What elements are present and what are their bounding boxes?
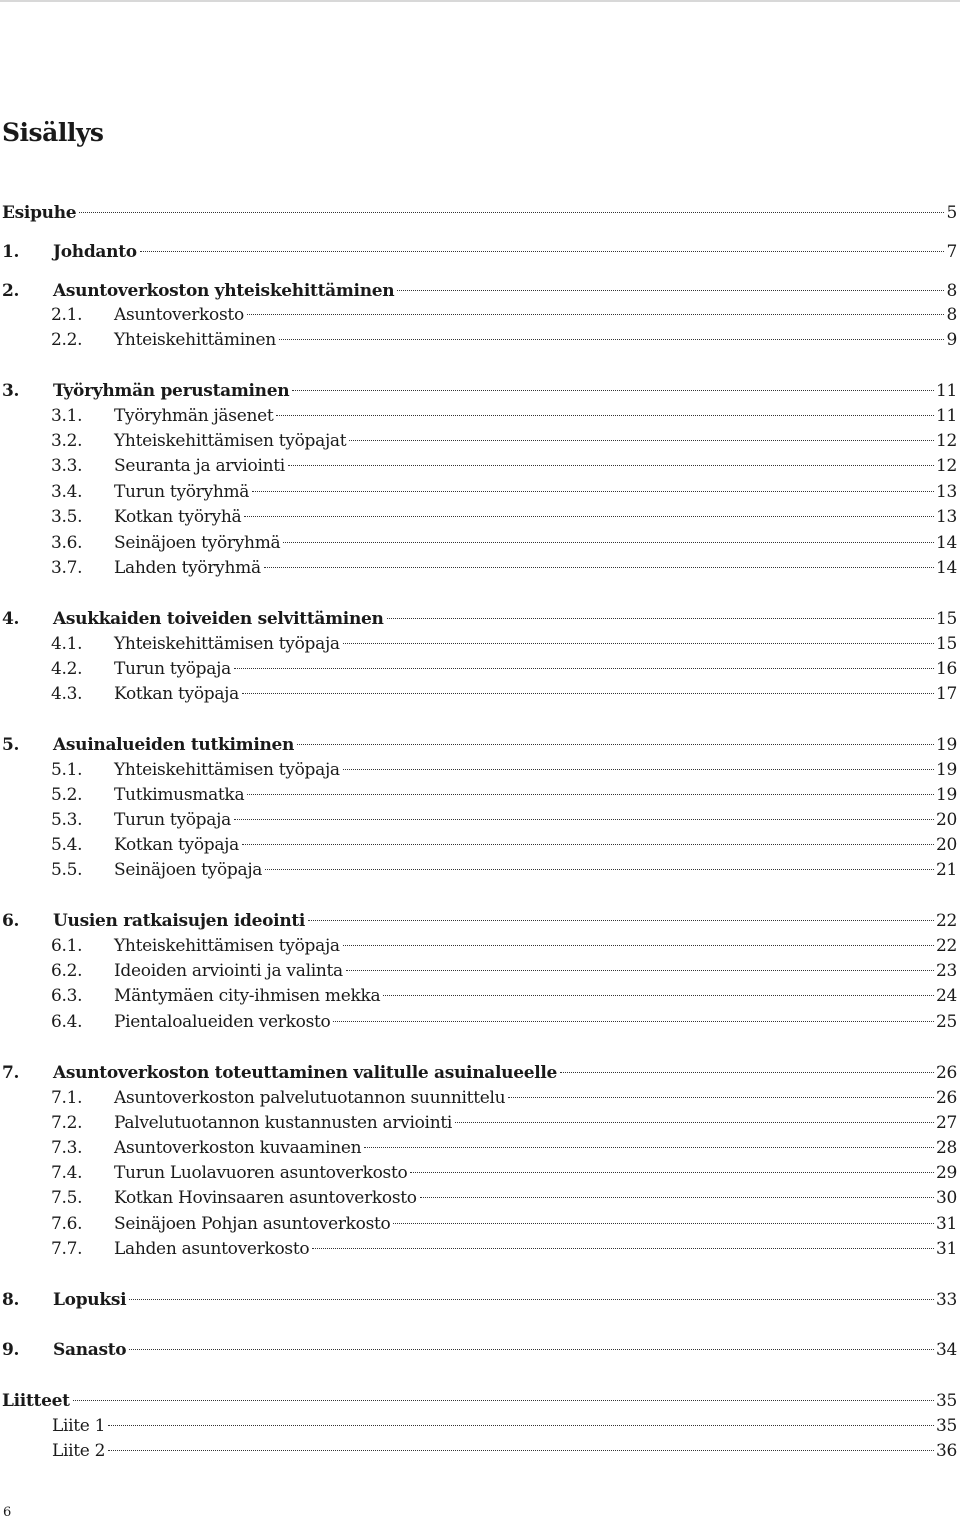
dot-leader — [244, 516, 934, 517]
toc-entry-page: 28 — [935, 1138, 957, 1158]
toc-entry-number: 4.1. — [51, 634, 83, 654]
toc-entry[interactable] — [51, 1186, 957, 1210]
toc-entry[interactable] — [52, 1439, 957, 1463]
dot-leader — [420, 1197, 934, 1198]
toc-entry-label: Kotkan työryhä — [114, 507, 242, 527]
toc-entry[interactable] — [51, 1237, 957, 1261]
dot-leader — [129, 1299, 934, 1300]
toc-entry[interactable] — [51, 480, 957, 504]
toc-entry-page: 34 — [935, 1340, 957, 1360]
toc-entry-page: 9 — [946, 330, 957, 350]
dot-leader — [308, 920, 934, 921]
toc-entry[interactable] — [2, 279, 957, 303]
toc-entry[interactable] — [52, 1414, 957, 1438]
toc-entry-label: Johdanto — [53, 242, 137, 262]
toc-entry-number: 3.6. — [51, 533, 83, 553]
toc-entry-page: 5 — [946, 203, 957, 223]
dot-leader — [108, 1450, 934, 1451]
toc-entry[interactable] — [51, 858, 957, 882]
toc-entry-number: 3.7. — [51, 558, 83, 578]
toc-entry-label: Kotkan työpaja — [114, 835, 239, 855]
toc-entry-number: 5. — [2, 735, 20, 755]
toc-entry[interactable] — [51, 454, 957, 478]
dot-leader — [234, 819, 934, 820]
toc-entry[interactable] — [2, 1061, 957, 1085]
toc-entry-number: 6.2. — [51, 961, 83, 981]
toc-entry[interactable] — [2, 733, 957, 757]
toc-entry-number: 7.7. — [51, 1239, 83, 1259]
toc-entry[interactable] — [51, 959, 957, 983]
toc-entry[interactable] — [51, 1111, 957, 1135]
toc-entry-page: 21 — [935, 860, 957, 880]
toc-entry-label: Asuntoverkosto — [114, 305, 244, 325]
dot-leader — [79, 212, 944, 213]
dot-leader — [387, 618, 934, 619]
toc-entry-number: 5.1. — [51, 760, 83, 780]
dot-leader — [383, 995, 934, 996]
toc-entry[interactable] — [51, 303, 957, 327]
toc-entry-number: 5.5. — [51, 860, 83, 880]
toc-entry-page: 26 — [935, 1063, 957, 1083]
dot-leader — [349, 440, 934, 441]
toc-entry-page: 29 — [935, 1163, 957, 1183]
toc-entry-page: 31 — [935, 1214, 957, 1234]
toc-entry-label: Seinäjoen työpaja — [114, 860, 263, 880]
toc-entry-page: 19 — [935, 760, 957, 780]
toc-entry-number: 6. — [2, 911, 20, 931]
dot-leader — [279, 339, 945, 340]
toc-entry-number: 4. — [2, 609, 20, 629]
dot-leader — [312, 1248, 934, 1249]
toc-entry-label: Lopuksi — [53, 1290, 127, 1310]
toc-entry-label: Turun työpaja — [114, 659, 231, 679]
toc-entry-label: Liitteet — [2, 1391, 70, 1411]
dot-leader — [292, 390, 934, 391]
toc-entry-number: 2.2. — [51, 330, 83, 350]
toc-entry-page: 35 — [935, 1416, 957, 1436]
toc-entry-number: 7. — [2, 1063, 20, 1083]
toc-entry[interactable] — [51, 1010, 957, 1034]
dot-leader — [264, 567, 934, 568]
toc-entry-page: 8 — [946, 305, 957, 325]
dot-leader — [455, 1122, 934, 1123]
dot-leader — [140, 251, 945, 252]
toc-entry-number: 2. — [2, 281, 20, 301]
toc-entry-number: 5.2. — [51, 785, 83, 805]
toc-entry[interactable] — [51, 934, 957, 958]
toc-entry[interactable] — [51, 833, 957, 857]
dot-leader — [346, 970, 934, 971]
toc-entry-page: 20 — [935, 835, 957, 855]
toc-entry-label: Lahden työryhmä — [114, 558, 261, 578]
toc-entry-number: 7.4. — [51, 1163, 83, 1183]
toc-entry-label: Asuinalueiden tutkiminen — [53, 735, 295, 755]
toc-entry-number: 3.4. — [51, 482, 83, 502]
toc-entry-number: 6.3. — [51, 986, 83, 1006]
page-title: Sisällys — [2, 118, 104, 147]
toc-entry-number: 7.5. — [51, 1188, 83, 1208]
dot-leader — [234, 668, 934, 669]
toc-entry-page: 27 — [935, 1113, 957, 1133]
toc-entry[interactable] — [51, 758, 957, 782]
toc-entry-label: Asuntoverkoston yhteiskehittäminen — [53, 281, 395, 301]
toc-entry-label: Turun työryhmä — [114, 482, 250, 502]
toc-entry-page: 22 — [935, 911, 957, 931]
toc-entry-page: 15 — [935, 634, 957, 654]
toc-entry-page: 11 — [935, 381, 957, 401]
toc-entry-label: Kotkan Hovinsaaren asuntoverkosto — [114, 1188, 417, 1208]
toc-entry-page: 20 — [935, 810, 957, 830]
toc-entry[interactable] — [2, 607, 957, 631]
toc-entry[interactable] — [51, 632, 957, 656]
dot-leader — [560, 1072, 934, 1073]
toc-entry-page: 17 — [935, 684, 957, 704]
toc-entry-label: Asuntoverkoston toteuttaminen valitulle asuinalueelle — [53, 1063, 558, 1083]
toc-entry-page: 12 — [935, 456, 957, 476]
toc-entry-label: Seinäjoen työryhmä — [114, 533, 281, 553]
toc-entry-page: 14 — [935, 558, 957, 578]
dot-leader — [393, 1223, 933, 1224]
page-number: 6 — [3, 1505, 12, 1520]
toc-entry[interactable] — [2, 379, 957, 403]
toc-entry-label: Lahden asuntoverkosto — [114, 1239, 310, 1259]
toc-entry-number: 9. — [2, 1340, 20, 1360]
dot-leader — [343, 769, 934, 770]
toc-entry-label: Tutkimusmatka — [114, 785, 245, 805]
toc-entry-page: 19 — [935, 785, 957, 805]
toc-entry-page: 24 — [935, 986, 957, 1006]
toc-entry-number: 3.2. — [51, 431, 83, 451]
toc-entry[interactable] — [2, 1288, 957, 1312]
toc-entry-label: Työryhmän perustaminen — [53, 381, 290, 401]
dot-leader — [343, 945, 934, 946]
dot-leader — [288, 465, 934, 466]
toc-entry[interactable] — [51, 429, 957, 453]
toc-entry-page: 35 — [935, 1391, 957, 1411]
toc-entry-page: 23 — [935, 961, 957, 981]
toc-entry[interactable] — [2, 1338, 957, 1362]
toc-entry-page: 33 — [935, 1290, 957, 1310]
toc-entry-label: Yhteiskehittämisen työpaja — [114, 634, 340, 654]
toc-entry-page: 11 — [935, 406, 957, 426]
toc-entry-label: Liite 1 — [52, 1416, 106, 1436]
toc-entry[interactable] — [51, 984, 957, 1008]
toc-entry-page: 19 — [935, 735, 957, 755]
dot-leader — [108, 1425, 934, 1426]
toc-entry-label: Asukkaiden toiveiden selvittäminen — [53, 609, 384, 629]
toc-entry-page: 25 — [935, 1012, 957, 1032]
toc-entry-label: Työryhmän jäsenet — [114, 406, 274, 426]
toc-entry-page: 14 — [935, 533, 957, 553]
dot-leader — [397, 290, 944, 291]
toc-entry-label: Mäntymäen city-ihmisen mekka — [114, 986, 381, 1006]
dot-leader — [410, 1172, 934, 1173]
dot-leader — [364, 1147, 934, 1148]
dot-leader — [265, 869, 934, 870]
dot-leader — [247, 794, 934, 795]
dot-leader — [297, 744, 934, 745]
toc-entry-page: 13 — [935, 507, 957, 527]
toc-entry[interactable] — [2, 909, 957, 933]
toc-entry-number: 5.3. — [51, 810, 83, 830]
toc-entry-number: 4.2. — [51, 659, 83, 679]
toc-entry-label: Seinäjoen Pohjan asuntoverkosto — [114, 1214, 391, 1234]
toc-entry-number: 7.6. — [51, 1214, 83, 1234]
dot-leader — [343, 643, 934, 644]
toc-entry[interactable] — [51, 1086, 957, 1110]
toc-entry-label: Liite 2 — [52, 1441, 106, 1461]
toc-entry-number: 3.5. — [51, 507, 83, 527]
toc-entry-label: Palvelutuotannon kustannusten arviointi — [114, 1113, 453, 1133]
toc-entry-page: 13 — [935, 482, 957, 502]
toc-entry[interactable] — [51, 505, 957, 529]
toc-entry[interactable] — [51, 556, 957, 580]
toc-entry[interactable] — [51, 1212, 957, 1236]
dot-leader — [283, 542, 934, 543]
dot-leader — [252, 491, 934, 492]
toc-entry-page: 26 — [935, 1088, 957, 1108]
dot-leader — [73, 1400, 934, 1401]
dot-leader — [276, 415, 934, 416]
toc-entry-label: Yhteiskehittämisen työpaja — [114, 760, 340, 780]
toc-entry-page: 7 — [946, 242, 957, 262]
dot-leader — [129, 1349, 934, 1350]
toc-entry[interactable] — [51, 1136, 957, 1160]
toc-entry-number: 3.3. — [51, 456, 83, 476]
toc-entry-page: 30 — [935, 1188, 957, 1208]
toc-entry[interactable] — [51, 783, 957, 807]
toc-entry-page: 22 — [935, 936, 957, 956]
toc-entry-number: 7.3. — [51, 1138, 83, 1158]
toc-entry[interactable] — [2, 1389, 957, 1413]
toc-entry-page: 36 — [935, 1441, 957, 1461]
dot-leader — [247, 314, 945, 315]
toc-entry[interactable] — [51, 657, 957, 681]
toc-entry-label: Seuranta ja arviointi — [114, 456, 285, 476]
toc-entry-label: Sanasto — [53, 1340, 127, 1360]
toc-entry-label: Asuntoverkoston palvelutuotannon suunnittelu — [114, 1088, 506, 1108]
toc-entry-number: 1. — [2, 242, 20, 262]
toc-entry-number: 2.1. — [51, 305, 83, 325]
toc-entry-label: Yhteiskehittäminen — [114, 330, 276, 350]
toc-entry-label: Turun Luolavuoren asuntoverkosto — [114, 1163, 408, 1183]
toc-entry-label: Ideoiden arviointi ja valinta — [114, 961, 343, 981]
dot-leader — [508, 1097, 934, 1098]
toc-entry-page: 12 — [935, 431, 957, 451]
toc-entry-label: Yhteiskehittämisen työpajat — [114, 431, 347, 451]
toc-entry[interactable] — [51, 531, 957, 555]
toc-entry-label: Asuntoverkoston kuvaaminen — [114, 1138, 362, 1158]
toc-entry-page: 15 — [935, 609, 957, 629]
toc-entry-label: Uusien ratkaisujen ideointi — [53, 911, 306, 931]
toc-entry-number: 8. — [2, 1290, 20, 1310]
toc-entry-number: 4.3. — [51, 684, 83, 704]
toc-entry-page: 8 — [946, 281, 957, 301]
toc-entry-label: Turun työpaja — [114, 810, 231, 830]
toc-entry[interactable] — [51, 328, 957, 352]
toc-entry-number: 7.2. — [51, 1113, 83, 1133]
toc-entry[interactable] — [51, 1161, 957, 1185]
toc-entry-label: Esipuhe — [2, 203, 77, 223]
toc-entry-label: Pientaloalueiden verkosto — [114, 1012, 331, 1032]
toc-entry-number: 3. — [2, 381, 20, 401]
toc-entry-number: 5.4. — [51, 835, 83, 855]
toc-entry[interactable] — [51, 682, 957, 706]
dot-leader — [242, 844, 934, 845]
toc-entry-page: 16 — [935, 659, 957, 679]
toc-entry-number: 6.1. — [51, 936, 83, 956]
toc-entry-number: 7.1. — [51, 1088, 83, 1108]
toc-entry[interactable] — [51, 404, 957, 428]
toc-entry-number: 3.1. — [51, 406, 83, 426]
toc-entry[interactable] — [51, 808, 957, 832]
toc-entry[interactable] — [2, 240, 957, 264]
toc-entry[interactable] — [2, 201, 957, 225]
dot-leader — [333, 1021, 933, 1022]
dot-leader — [242, 693, 934, 694]
toc-entry-number: 6.4. — [51, 1012, 83, 1032]
toc-entry-page: 31 — [935, 1239, 957, 1259]
toc-entry-label: Kotkan työpaja — [114, 684, 239, 704]
toc-entry-label: Yhteiskehittämisen työpaja — [114, 936, 340, 956]
